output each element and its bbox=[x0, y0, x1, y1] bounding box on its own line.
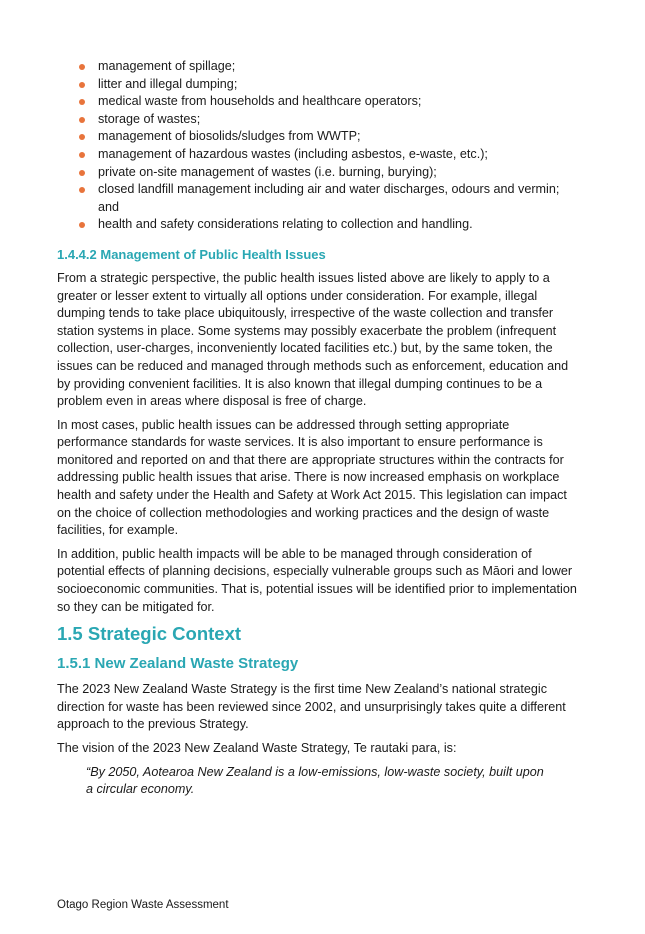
list-item: management of biosolids/sludges from WWTP; bbox=[57, 128, 577, 146]
page-footer: Otago Region Waste Assessment bbox=[57, 899, 229, 911]
list-item: management of spillage; bbox=[57, 58, 577, 76]
section-15-heading: 1.5 Strategic Context bbox=[57, 623, 242, 645]
section-151-heading: 1.5.1 New Zealand Waste Strategy bbox=[57, 655, 299, 673]
section-151-paragraph-1: The 2023 New Zealand Waste Strategy is the first time New Zealand’s national strategic direction for waste has been reviewed since 2002, and unsurprisingly takes quite a different approach to the previous Strategy. bbox=[57, 682, 566, 732]
list-item: medical waste from households and healthcare operators; bbox=[57, 93, 577, 111]
bullet-icon bbox=[79, 82, 85, 88]
public-health-issues-list bbox=[57, 58, 577, 234]
vision-quote: “By 2050, Aotearoa New Zealand is a low-emissions, low-waste society, built upon a circular economy. bbox=[86, 764, 544, 797]
bullet-icon bbox=[79, 187, 85, 193]
bullet-icon bbox=[79, 64, 85, 70]
page-content bbox=[57, 58, 577, 799]
section-1442-paragraph-2: In most cases, public health issues can be addressed through setting appropriate performance standards for waste services. It is also important to ensure performance is monitored and reported on and that there are appropriate structures within the contracts for addressing public health issues that arise. There is now increased emphasis on workplace health and safety under the Health and Safety at Work Act 2015. This legislation can impact on the choice of collection methodologies and working practices and the design of waste facilities, for example. bbox=[57, 417, 567, 538]
bullet-icon bbox=[79, 99, 85, 105]
list-item: closed landfill management including air and water discharges, odours and vermin; and bbox=[57, 181, 577, 216]
bullet-icon bbox=[79, 134, 85, 140]
list-item: health and safety considerations relating to collection and handling. bbox=[57, 216, 577, 234]
section-151-paragraph-2: The vision of the 2023 New Zealand Waste Strategy, Te rautaki para, is: bbox=[57, 741, 457, 755]
section-1442-paragraph-1: From a strategic perspective, the public health issues listed above are likely to apply to a greater or lesser extent to virtually all options under consideration. For example, illegal dumping tends to take place ubiquitously, irrespective of the waste collection and transfer station systems in place. Some systems may possibly exacerbate the problem (infrequent collection, user-charges, inconveniently located facilities etc.) but, by the same token, the issues can be reduced and managed through methods such as enforcement, education and by providing convenient facilities. It is also known that illegal dumping continues to be a problem even in areas where disposal is free of charge. bbox=[57, 270, 569, 409]
list-item: litter and illegal dumping; bbox=[57, 76, 577, 94]
list-item: storage of wastes; bbox=[57, 111, 577, 129]
section-1442-heading: 1.4.4.2 Management of Public Health Issues bbox=[57, 246, 326, 262]
section-1442-paragraph-3: In addition, public health impacts will be able to be managed through consideration of potential effects of planning decisions, especially vulnerable groups such as Māori and lower socioeconomic communities. That is, potential issues will be identified prior to implementation so they can be mitigated for. bbox=[57, 546, 577, 614]
bullet-icon bbox=[79, 152, 85, 158]
list-item: management of hazardous wastes (including asbestos, e-waste, etc.); bbox=[57, 146, 577, 164]
list-item: private on-site management of wastes (i.e. burning, burying); bbox=[57, 164, 577, 182]
bullet-icon bbox=[79, 117, 85, 123]
bullet-icon bbox=[79, 222, 85, 228]
bullet-icon bbox=[79, 170, 85, 176]
